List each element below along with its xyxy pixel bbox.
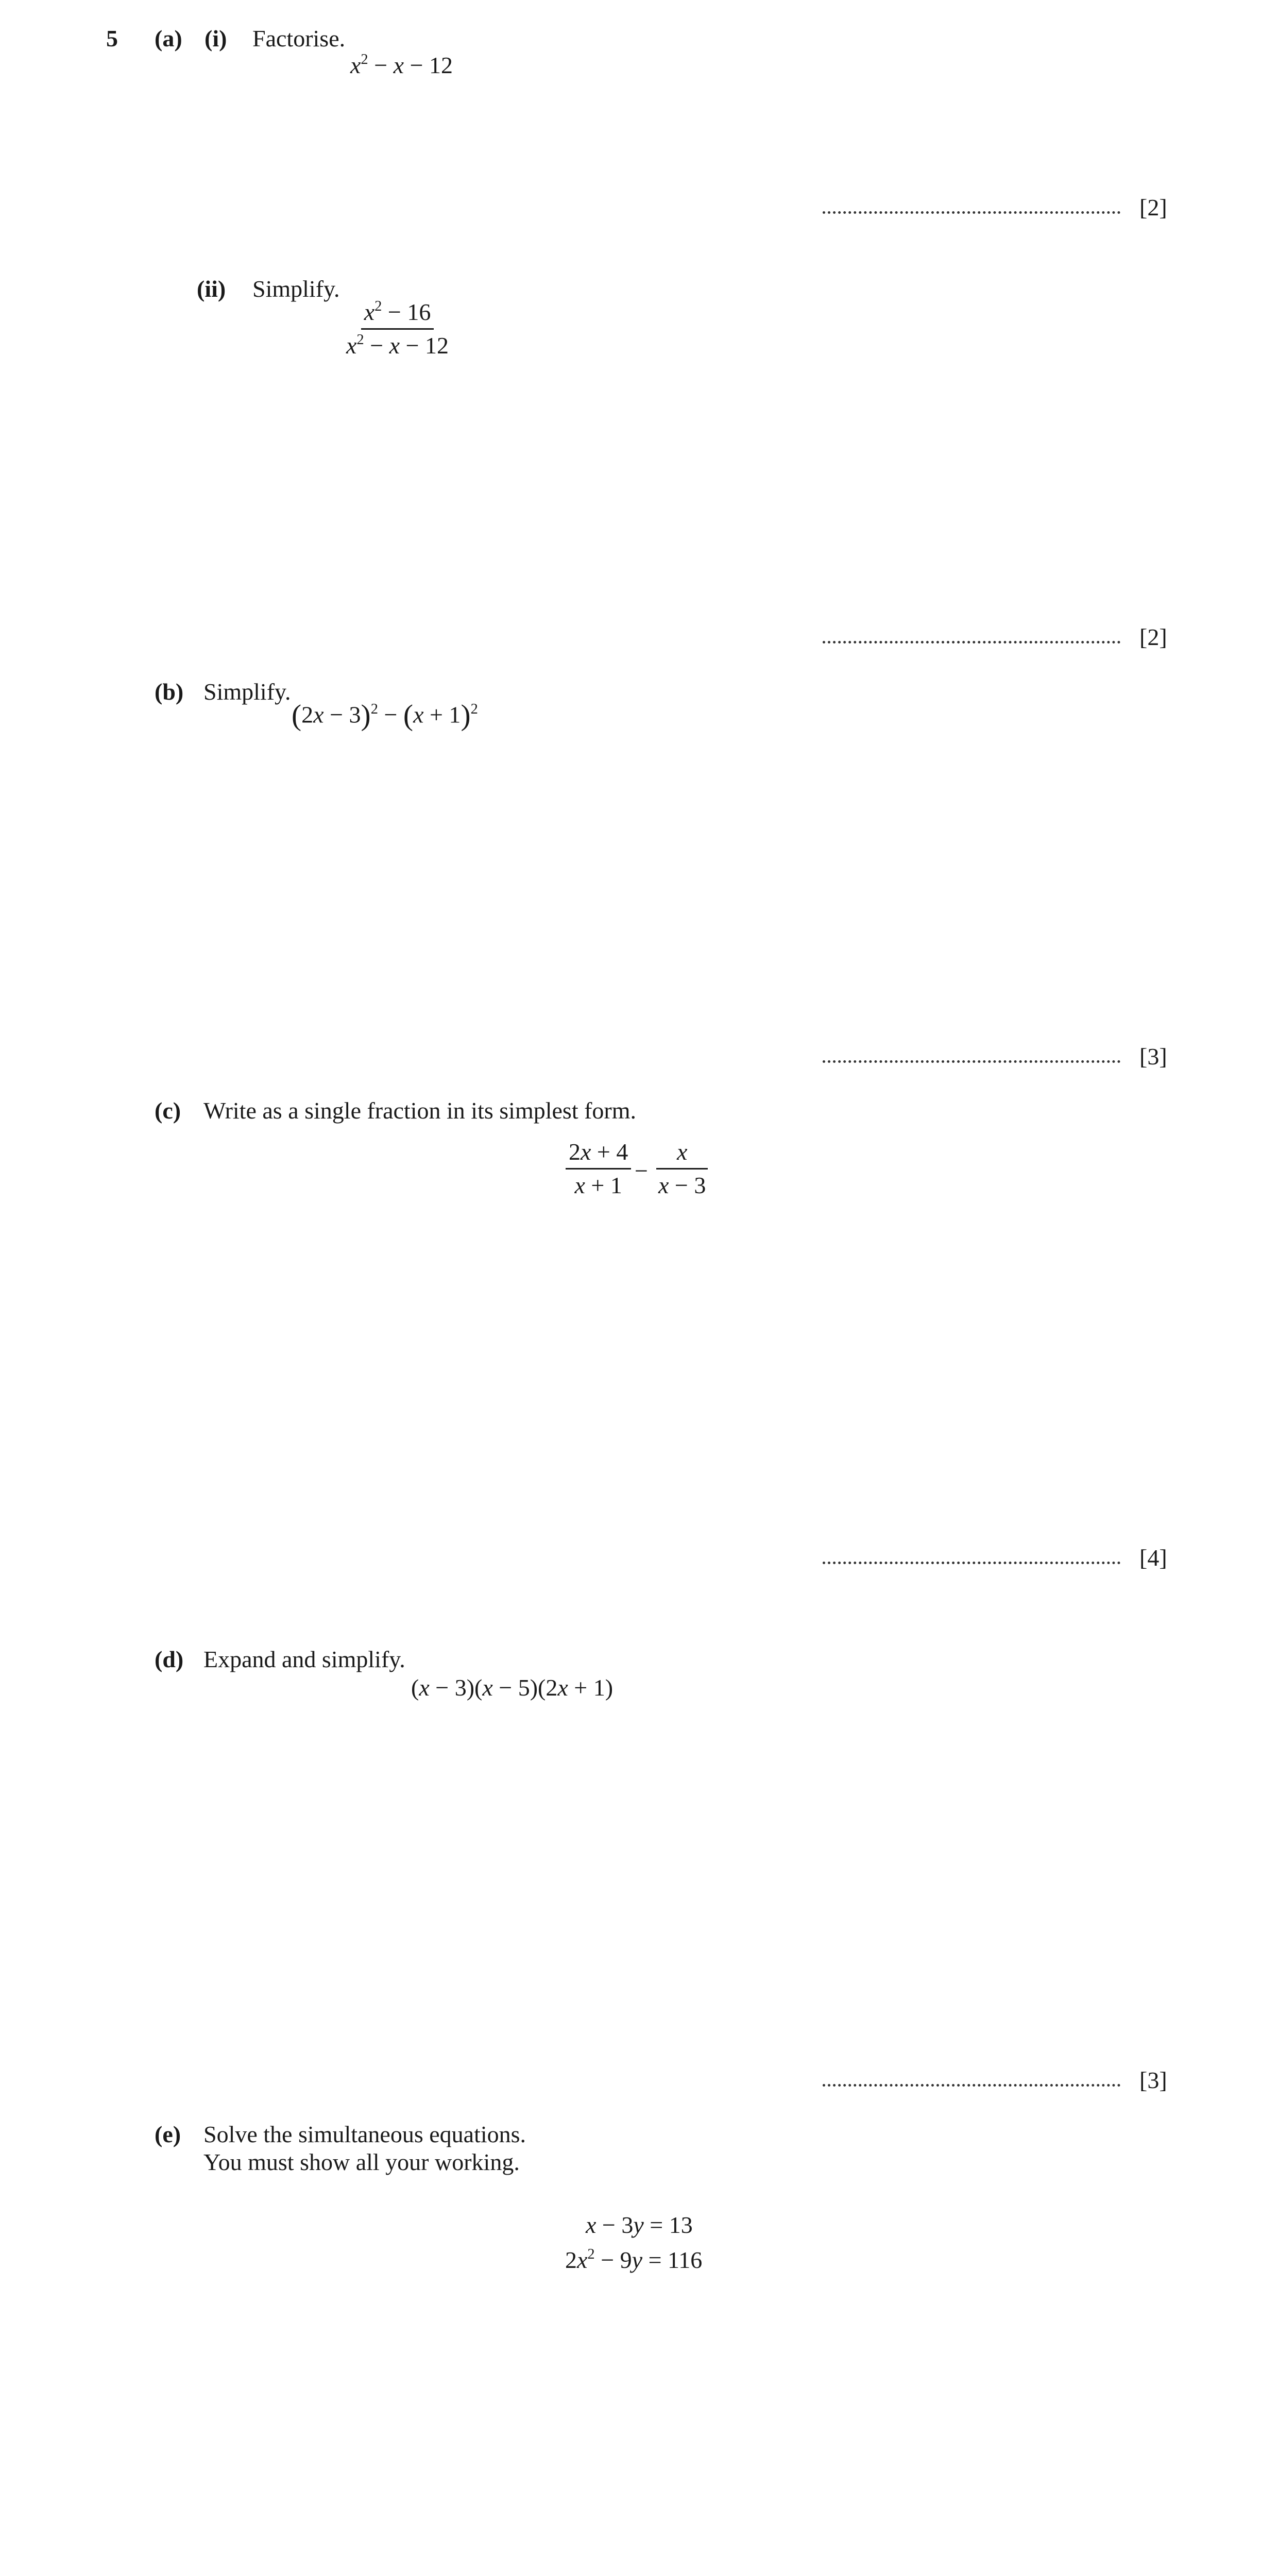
fraction-numerator: x	[656, 1140, 708, 1170]
question-number: 5	[106, 25, 118, 52]
minus-sign: −	[635, 1158, 648, 1184]
part-c-instruction: Write as a single fraction in its simplest form.	[203, 1097, 637, 1124]
answer-line-c[interactable]	[823, 1562, 1120, 1564]
part-d-instruction: Expand and simplify.	[203, 1646, 405, 1672]
marks-a-ii: [2]	[1139, 624, 1167, 650]
fraction-numerator: $x^2 - 16$	[361, 300, 434, 330]
answer-line-a-ii[interactable]	[823, 641, 1120, 643]
part-a-ii-instruction: Simplify.	[252, 276, 340, 302]
part-a-i-expression: $x^2 - x - 12$	[350, 52, 453, 78]
part-a-ii-fraction	[343, 300, 452, 358]
marks-d: [3]	[1139, 2067, 1167, 2093]
equation-1: x − 3y = 13	[586, 2212, 693, 2238]
marks-a-i: [2]	[1139, 194, 1167, 221]
part-e-label: (e)	[155, 2121, 181, 2147]
fraction-denominator: $x^2 - x - 12$	[346, 332, 449, 359]
part-a-i-instruction: Factorise.	[252, 25, 346, 52]
fraction-denominator: x + 1	[574, 1172, 622, 1198]
part-b-expression: $(2x - 3)^2 - (x + 1)^2$	[292, 699, 478, 732]
part-b-instruction: Simplify.	[203, 679, 291, 705]
part-d-label: (d)	[155, 1646, 184, 1672]
answer-line-a-i[interactable]	[823, 211, 1120, 214]
part-a-ii-label: (ii)	[197, 276, 226, 302]
part-a-i-label: (i)	[205, 25, 227, 52]
answer-line-b[interactable]	[823, 1060, 1120, 1063]
marks-c: [4]	[1139, 1545, 1167, 1571]
part-e-instruction-2: You must show all your working.	[203, 2149, 520, 2175]
part-c-fraction-right	[655, 1140, 709, 1197]
part-e-instruction-1: Solve the simultaneous equations.	[203, 2121, 526, 2147]
marks-b: [3]	[1139, 1043, 1167, 1070]
part-c-label: (c)	[155, 1097, 181, 1124]
fraction-numerator: 2x + 4	[566, 1140, 631, 1170]
part-c-fraction-left	[566, 1140, 631, 1197]
part-d-expression: (x − 3)(x − 5)(2x + 1)	[411, 1674, 614, 1701]
equation-2: $2x^2 - 9y = 116$	[565, 2246, 703, 2273]
part-b-label: (b)	[155, 679, 184, 705]
fraction-denominator: x − 3	[658, 1172, 706, 1198]
answer-line-d[interactable]	[823, 2084, 1120, 2087]
part-a-label: (a)	[155, 25, 182, 52]
